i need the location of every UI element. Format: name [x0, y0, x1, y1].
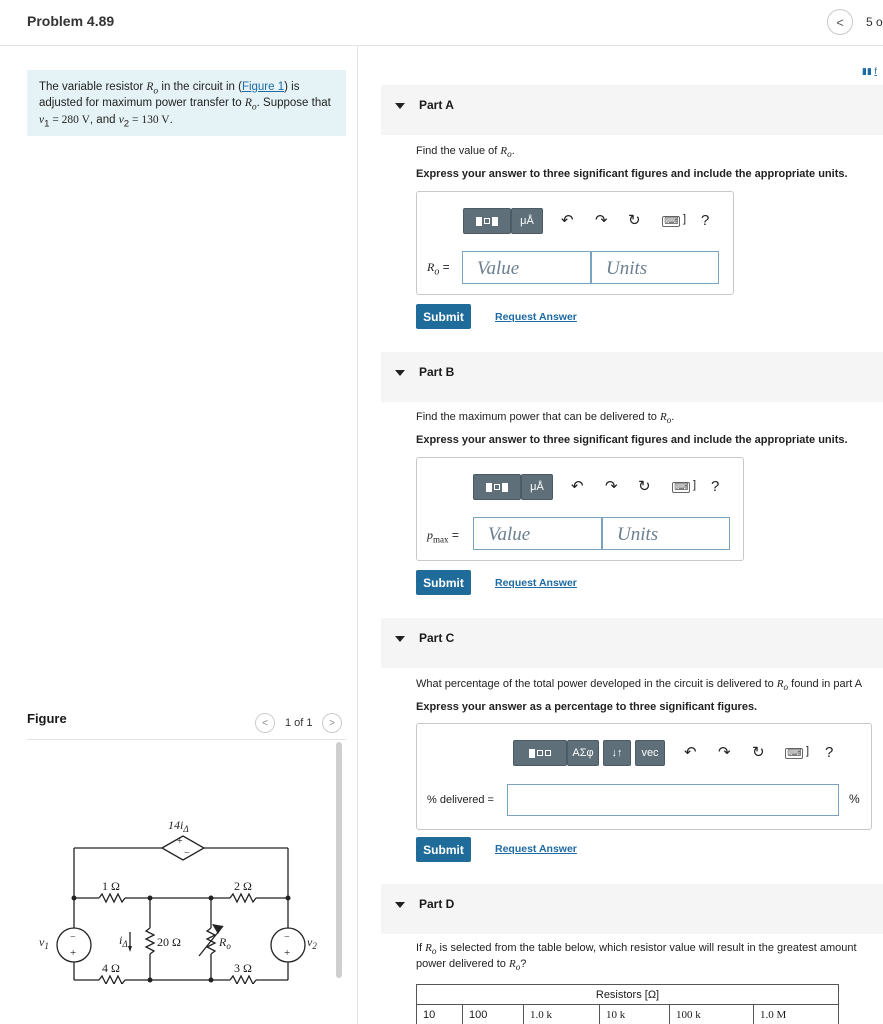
percent-unit: %	[849, 792, 860, 806]
i-delta-label: $i_\Delta$	[119, 933, 128, 949]
figure-scrollbar[interactable]	[336, 742, 342, 978]
collapse-triangle-icon	[395, 103, 405, 109]
help-icon[interactable]: ?	[711, 478, 720, 495]
collapse-triangle-icon	[395, 636, 405, 642]
resistor-cell: 1.0 M	[754, 1005, 839, 1024]
part-c-header[interactable]: Part C	[381, 618, 883, 668]
units-input[interactable]: Units	[591, 251, 719, 284]
part-c-instruction: Express your answer as a percentage to three significant figures.	[416, 701, 758, 713]
redo-icon[interactable]: ↷	[718, 744, 731, 761]
reset-icon[interactable]: ↻	[752, 744, 765, 761]
v2-plus: +	[284, 947, 291, 959]
book-icon[interactable]: ▮▮ f	[862, 66, 877, 76]
part-c-request-answer-link[interactable]: Request Answer	[495, 843, 577, 855]
problem-title: Problem 4.89	[27, 13, 115, 29]
keyboard-bracket: ]	[693, 479, 697, 491]
collapse-triangle-icon	[395, 902, 405, 908]
r2-label: 2 Ω	[234, 879, 252, 893]
problem-statement: The variable resistor $R_o$ in the circuit in (Figure 1) is adjusted for maximum power transfer to $R_o$. Suppose that $v_1 = 280$ V, and $v_2 = 130$ V.	[27, 70, 346, 136]
figure-separator	[27, 739, 346, 740]
redo-icon[interactable]: ↷	[605, 478, 618, 495]
units-button[interactable]: μÅ	[511, 208, 543, 234]
v1-label: $v_1$	[39, 935, 49, 951]
resistor-table	[416, 984, 839, 1024]
resistor-cell: 100	[463, 1005, 524, 1024]
part-a-instruction: Express your answer to three significant figures and include the appropriate units.	[416, 168, 848, 180]
ro-label: $R_o$	[219, 935, 231, 951]
problem-header	[0, 0, 883, 46]
part-b-submit-button[interactable]: Submit	[416, 570, 471, 595]
answer-label-ro: $R_o$ =	[427, 260, 450, 278]
resistor-cell: 1.0 k	[524, 1005, 600, 1024]
column-divider	[357, 46, 358, 1024]
keyboard-icon[interactable]: ⌨	[785, 748, 803, 759]
help-icon[interactable]: ?	[701, 212, 710, 229]
part-c-question: What percentage of the total power developed in the circuit is delivered to $R_o$ found in part A	[416, 678, 863, 693]
answer-label-pmax: $p_{max}$ =	[427, 528, 459, 545]
dep-minus: −	[184, 848, 190, 859]
v1-minus: −	[70, 932, 76, 943]
r3-label: 20 Ω	[157, 935, 181, 949]
templates-button[interactable]	[513, 740, 567, 766]
reset-icon[interactable]: ↻	[638, 478, 651, 495]
part-a-question: Find the value of $R_o$.	[416, 145, 515, 160]
keyboard-bracket: ]	[806, 745, 810, 757]
undo-icon[interactable]: ↶	[571, 478, 584, 495]
keyboard-bracket: ]	[683, 213, 687, 225]
v1-plus: +	[70, 947, 77, 959]
redo-icon[interactable]: ↷	[595, 212, 608, 229]
figure-link[interactable]: Figure 1	[241, 81, 285, 93]
part-b-instruction: Express your answer to three significant figures and include the appropriate units.	[416, 434, 848, 446]
previous-problem-button[interactable]: <	[827, 9, 853, 35]
units-button[interactable]: μÅ	[521, 474, 553, 500]
collapse-triangle-icon	[395, 370, 405, 376]
value-input[interactable]: Value	[462, 251, 591, 284]
part-c-answer-box	[416, 723, 872, 830]
figure-heading: Figure	[27, 711, 67, 726]
greek-button[interactable]: ΑΣφ	[567, 740, 599, 766]
keyboard-icon[interactable]: ⌨	[672, 482, 690, 493]
part-d-question-line2: power delivered to $R_o$?	[416, 958, 527, 973]
dep-plus: +	[177, 836, 183, 847]
templates-button[interactable]	[473, 474, 521, 500]
figure-next-button[interactable]: >	[322, 713, 342, 733]
undo-icon[interactable]: ↶	[684, 744, 697, 761]
v2-minus: −	[284, 932, 290, 943]
r4-label: 4 Ω	[102, 961, 120, 975]
resistor-table-header: Resistors [Ω]	[417, 985, 839, 1005]
part-b-request-answer-link[interactable]: Request Answer	[495, 577, 577, 589]
sort-button[interactable]: ↓↑	[603, 740, 631, 766]
resistor-cell: 10	[417, 1005, 463, 1024]
part-a-answer-box	[416, 191, 734, 295]
vec-button[interactable]: vec	[635, 740, 665, 766]
part-a-header[interactable]: Part A	[381, 85, 883, 135]
dependent-source	[162, 836, 204, 860]
part-d-question: If $R_o$ is selected from the table below, which resistor value will result in the greatest amount	[416, 942, 857, 957]
part-b-header[interactable]: Part B	[381, 352, 883, 402]
figure-prev-button[interactable]: <	[255, 713, 275, 733]
resistor-cell: 10 k	[600, 1005, 670, 1024]
resistor-cell: 100 k	[670, 1005, 754, 1024]
value-input[interactable]: Value	[473, 517, 602, 550]
units-input[interactable]: Units	[602, 517, 730, 550]
dependent-source-label: $14i_\Delta$	[168, 818, 189, 834]
problem-counter: 5 o	[866, 15, 883, 29]
part-b-question: Find the maximum power that can be delivered to $R_o$.	[416, 411, 675, 426]
part-b-answer-box	[416, 457, 744, 561]
r1-label: 1 Ω	[102, 879, 120, 893]
reset-icon[interactable]: ↻	[628, 212, 641, 229]
v2-label: $v_2$	[307, 935, 317, 951]
templates-button[interactable]	[463, 208, 511, 234]
keyboard-icon[interactable]: ⌨	[662, 216, 680, 227]
part-a-submit-button[interactable]: Submit	[416, 304, 471, 329]
r5-label: 3 Ω	[234, 961, 252, 975]
figure-counter: 1 of 1	[285, 717, 313, 729]
part-d-header[interactable]: Part D	[381, 884, 883, 934]
undo-icon[interactable]: ↶	[561, 212, 574, 229]
part-a-request-answer-link[interactable]: Request Answer	[495, 311, 577, 323]
part-c-submit-button[interactable]: Submit	[416, 837, 471, 862]
percent-delivered-label: % delivered =	[427, 794, 494, 806]
percent-input[interactable]	[507, 784, 839, 816]
circuit-diagram	[27, 764, 327, 984]
help-icon[interactable]: ?	[825, 744, 834, 761]
